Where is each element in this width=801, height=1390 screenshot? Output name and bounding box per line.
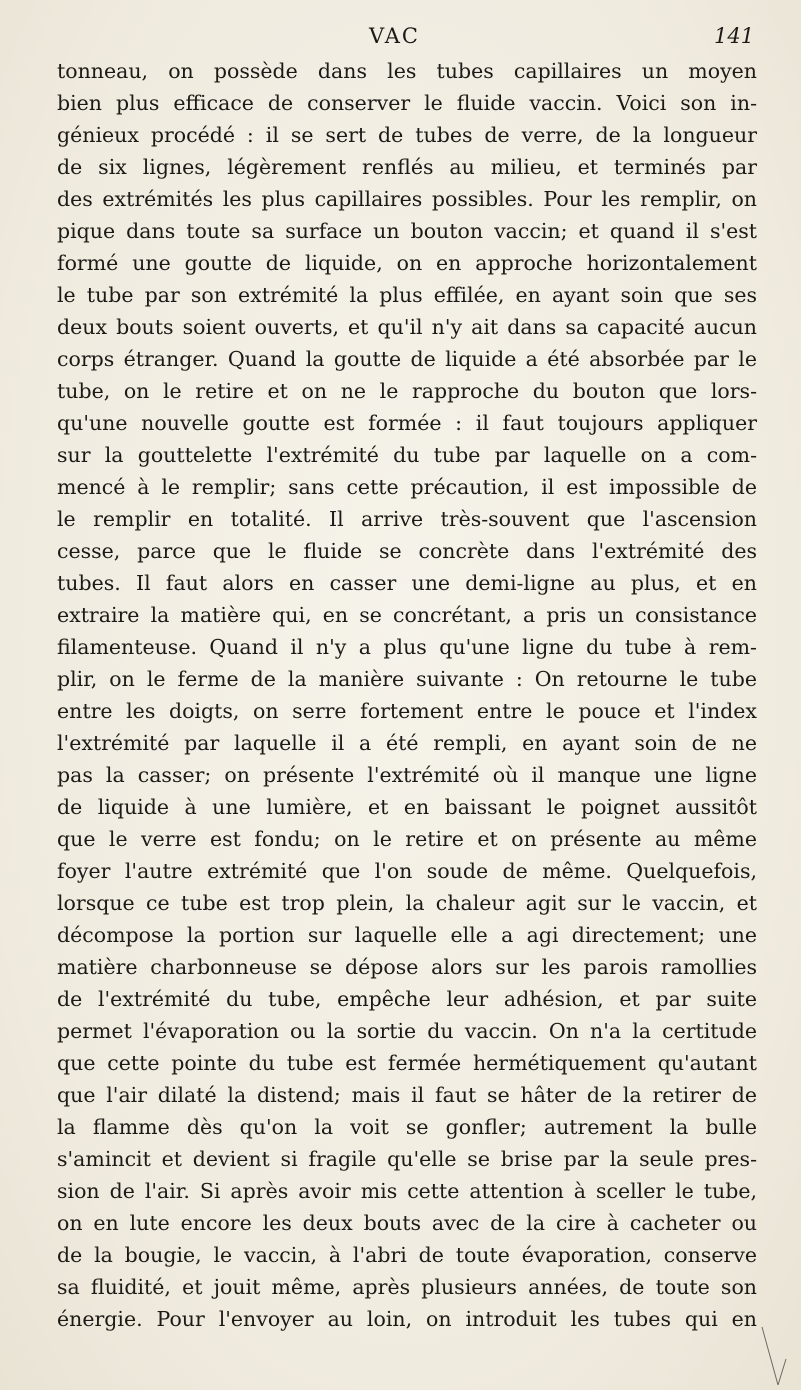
text-line: matière charbonneuse se dépose alors sur les parois ramollies bbox=[57, 955, 757, 979]
text-line: que l'air dilaté la distend; mais il faut se hâter de la retirer de bbox=[57, 1083, 757, 1107]
text-line: s'amincit et devient si fragile qu'elle se brise par la seule pres- bbox=[57, 1147, 757, 1171]
page-header bbox=[0, 24, 801, 54]
text-line: on en lute encore les deux bouts avec de la cire à cacheter ou bbox=[57, 1211, 757, 1235]
text-line: deux bouts soient ouverts, et qu'il n'y ait dans sa capacité aucun bbox=[57, 315, 757, 339]
text-line: foyer l'autre extrémité que l'on soude de même. Quelquefois, bbox=[57, 859, 757, 883]
text-line: le tube par son extrémité la plus effilée, en ayant soin que ses bbox=[57, 283, 757, 307]
text-line: de liquide à une lumière, et en baissant le poignet aussitôt bbox=[57, 795, 757, 819]
text-line: bien plus efficace de conserver le fluide vaccin. Voici son in- bbox=[57, 91, 757, 115]
text-line: génieux procédé : il se sert de tubes de verre, de la longueur bbox=[57, 123, 757, 147]
page-number: 141 bbox=[714, 24, 755, 48]
text-line: la flamme dès qu'on la voit se gonfler; autrement la bulle bbox=[57, 1115, 757, 1139]
text-line: le remplir en totalité. Il arrive très-souvent que l'ascension bbox=[57, 507, 757, 531]
text-line: filamenteuse. Quand il n'y a plus qu'une ligne du tube à rem- bbox=[57, 635, 757, 659]
text-line: pas la casser; on présente l'extrémité où il manque une ligne bbox=[57, 763, 757, 787]
text-line: permet l'évaporation ou la sortie du vaccin. On n'a la certitude bbox=[57, 1019, 757, 1043]
text-line: décompose la portion sur laquelle elle a agi directement; une bbox=[57, 923, 757, 947]
text-line: de six lignes, légèrement renflés au milieu, et terminés par bbox=[57, 155, 757, 179]
running-head: VAC bbox=[369, 24, 420, 48]
text-line: corps étranger. Quand la goutte de liquide a été absorbée par le bbox=[57, 347, 757, 371]
text-line: de l'extrémité du tube, empêche leur adhésion, et par suite bbox=[57, 987, 757, 1011]
text-line: plir, on le ferme de la manière suivante : On retourne le tube bbox=[57, 667, 757, 691]
text-line: qu'une nouvelle goutte est formée : il faut toujours appliquer bbox=[57, 411, 757, 435]
text-line: tube, on le retire et on ne le rapproche du bouton que lors- bbox=[57, 379, 757, 403]
text-line: énergie. Pour l'envoyer au loin, on introduit les tubes qui en bbox=[57, 1307, 757, 1331]
pencil-mark bbox=[760, 1325, 800, 1387]
text-line: que cette pointe du tube est fermée hermétiquement qu'autant bbox=[57, 1051, 757, 1075]
text-line: cesse, parce que le fluide se concrète dans l'extrémité des bbox=[57, 539, 757, 563]
text-line: sa fluidité, et jouit même, après plusieurs années, de toute son bbox=[57, 1275, 757, 1299]
body-text bbox=[57, 55, 757, 1335]
text-line: pique dans toute sa surface un bouton vaccin; et quand il s'est bbox=[57, 219, 757, 243]
text-line: extraire la matière qui, en se concrétant, a pris un consistance bbox=[57, 603, 757, 627]
text-line: entre les doigts, on serre fortement entre le pouce et l'index bbox=[57, 699, 757, 723]
text-line: sion de l'air. Si après avoir mis cette attention à sceller le tube, bbox=[57, 1179, 757, 1203]
text-line: mencé à le remplir; sans cette précaution, il est impossible de bbox=[57, 475, 757, 499]
text-line: des extrémités les plus capillaires possibles. Pour les remplir, on bbox=[57, 187, 757, 211]
text-line: lorsque ce tube est trop plein, la chaleur agit sur le vaccin, et bbox=[57, 891, 757, 915]
text-line: sur la gouttelette l'extrémité du tube par laquelle on a com- bbox=[57, 443, 757, 467]
text-line: formé une goutte de liquide, on en approche horizontalement bbox=[57, 251, 757, 275]
text-line: l'extrémité par laquelle il a été rempli, en ayant soin de ne bbox=[57, 731, 757, 755]
text-line: tonneau, on possède dans les tubes capillaires un moyen bbox=[57, 59, 757, 83]
text-line: de la bougie, le vaccin, à l'abri de toute évaporation, conserve bbox=[57, 1243, 757, 1267]
text-line: que le verre est fondu; on le retire et on présente au même bbox=[57, 827, 757, 851]
text-line: tubes. Il faut alors en casser une demi-ligne au plus, et en bbox=[57, 571, 757, 595]
